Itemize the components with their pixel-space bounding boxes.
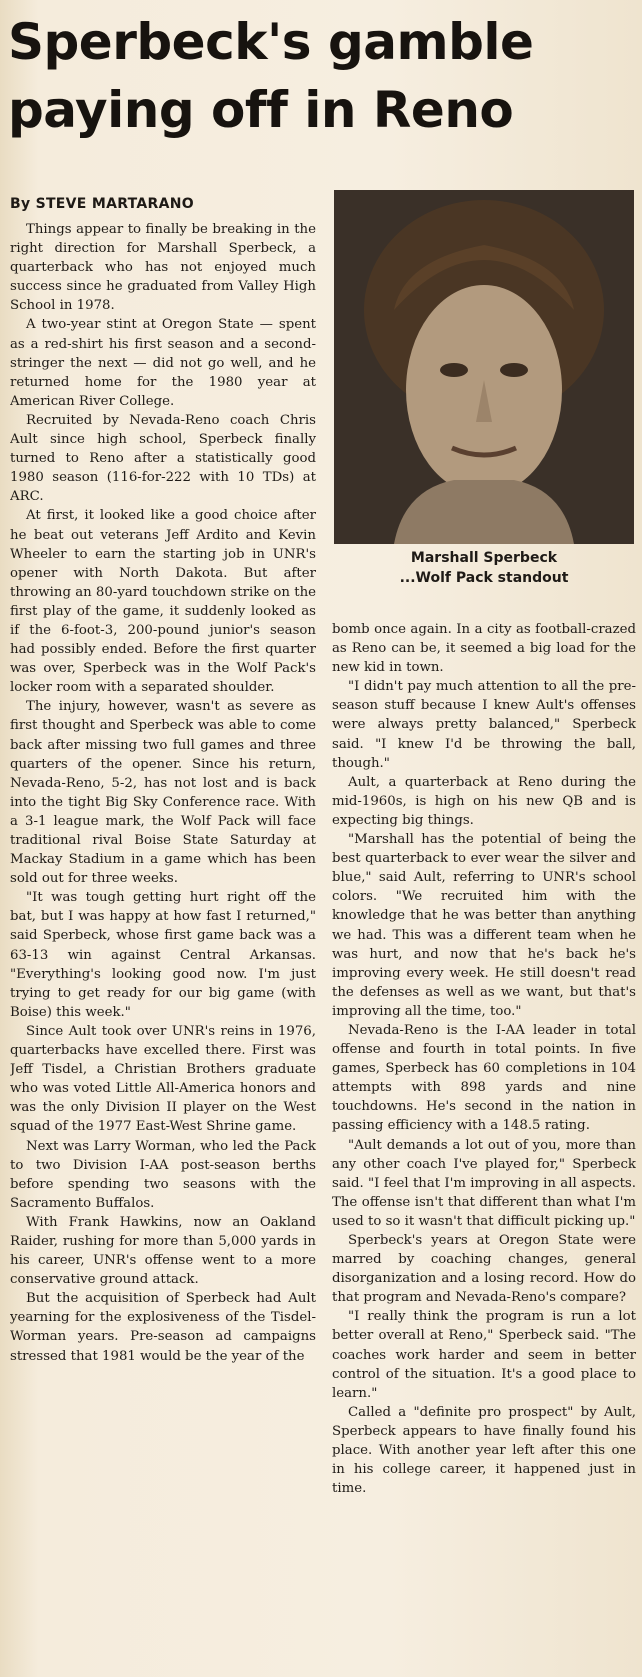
caption-name: Marshall Sperbeck bbox=[410, 550, 558, 566]
paragraph: Sperbeck's years at Oregon State were marred by coaching changes, general disorganization and a losing record. How do that program and Nevada-Reno's compare? bbox=[332, 1233, 636, 1306]
paragraph: "I didn't pay much attention to all the pre-season stuff because I knew Ault's offenses were always pretty balanced," Sperbeck said. "I knew I'd be throwing the ball, though." bbox=[332, 679, 636, 771]
portrait-image bbox=[334, 190, 634, 544]
paragraph: bomb once again. In a city as football-crazed as Reno can be, it seemed a big load for the new kid in town. bbox=[332, 622, 636, 676]
headline: Sperbeck's gamble paying off in Reno bbox=[8, 13, 534, 139]
paragraph: At first, it looked like a good choice after he beat out veterans Jeff Ardito and Kevin Wheeler to earn the starting job in UNR's opener with North Dakota. But after throwing an 80-yard touchdown strike on the first play of the game, it suddenly looked as if the 6-foot-3, 200-pound junior's season had possibly ended. Before the first quarter was over, Sperbeck was in the Wolf Pack's locker room with a separated shoulder. bbox=[10, 508, 316, 696]
caption-subtitle: ...Wolf Pack standout bbox=[399, 570, 569, 586]
paragraph: Nevada-Reno is the I-AA leader in total offense and fourth in total points. In five games, Sperbeck has 60 completions in 104 attempts with 898 yards and nine touchdowns. He's second in the nation in passing efficiency with a 148.5 rating. bbox=[332, 1022, 636, 1134]
article-right-column bbox=[332, 620, 636, 1670]
paragraph: Since Ault took over UNR's reins in 1976, quarterbacks have excelled there. First was Jeff Tisdel, a Christian Brothers graduate who was voted Little All-America honors and was the only Division II player on the West squad of the 1977 East-West Shrine game. bbox=[10, 1023, 316, 1135]
paragraph: "Marshall has the potential of being the best quarterback to ever wear the silver and blue," said Ault, referring to UNR's school colors. "We recruited him with the knowledge that he was better than anything we had. This was a different team when he was hurt, and now that he's back he's improving every week. He still doesn't read the defenses as well as we want, but that's improving all the time, too." bbox=[332, 832, 636, 1019]
paragraph: "I really think the program is run a lot better overall at Reno," Sperbeck said. "The coaches work harder and seem in better control of the situation. It's a good place to learn." bbox=[332, 1309, 636, 1401]
article-left-column bbox=[10, 220, 316, 1670]
paragraph: Things appear to finally be breaking in the right direction for Marshall Sperbeck, a quarterback who has not enjoyed much success since he graduated from Valley High School in 1978. bbox=[10, 222, 316, 314]
paragraph: The injury, however, wasn't as severe as first thought and Sperbeck was able to come back after missing two full games and three quarters of the opener. Since his return, Nevada-Reno, 5-2, has not lost and is back into the tight Big Sky Conference race. With a 3-1 league mark, the Wolf Pack will face traditional rival Boise State Saturday at Mackay Stadium in a game which has been sold out for three weeks. bbox=[10, 699, 316, 887]
paragraph: But the acquisition of Sperbeck had Ault yearning for the explosiveness of the Tisdel-Worman years. Pre-season ad campaigns stressed that 1981 would be the year of the bbox=[10, 1291, 316, 1364]
byline: By STEVE MARTARANO bbox=[10, 196, 194, 212]
paragraph: Recruited by Nevada-Reno coach Chris Ault since high school, Sperbeck finally turned to Reno after a statistically good 1980 season (116-for-222 with 10 TDs) at ARC. bbox=[10, 412, 316, 505]
paragraph: With Frank Hawkins, now an Oakland Raider, rushing for more than 5,000 yards in his career, UNR's offense went to a more conservative ground attack. bbox=[10, 1214, 316, 1288]
paragraph: Called a "definite pro prospect" by Ault, Sperbeck appears to have finally found his place. With another year left after this one in his college career, it happened just in time. bbox=[332, 1404, 636, 1497]
paragraph: A two-year stint at Oregon State — spent as a red-shirt his first season and a second-stringer the next — did not go well, and he returned home for the 1980 year at American River College. bbox=[10, 317, 316, 409]
paragraph: Ault, a quarterback at Reno during the mid-1960s, is high on his new QB and is expecting big things. bbox=[332, 774, 636, 828]
paragraph: "It was tough getting hurt right off the bat, but I was happy at how fast I returned," said Sperbeck, whose first game back was a 63-13 win against Central Arkansas. "Everything's looking good now. I'm just trying to get ready for our big game (with Boise) this week." bbox=[10, 890, 316, 1020]
player-photo bbox=[334, 190, 634, 544]
photo-caption bbox=[334, 548, 634, 588]
paragraph: Next was Larry Worman, who led the Pack to two Division I-AA post-season berths before spending two seasons with the Sacramento Buffalos. bbox=[10, 1138, 316, 1211]
paragraph: "Ault demands a lot out of you, more than any other coach I've played for," Sperbeck said. "I feel that I'm improving in all aspects. The offense isn't that different than what I'm used to so it wasn't that difficult picking up." bbox=[332, 1137, 636, 1229]
